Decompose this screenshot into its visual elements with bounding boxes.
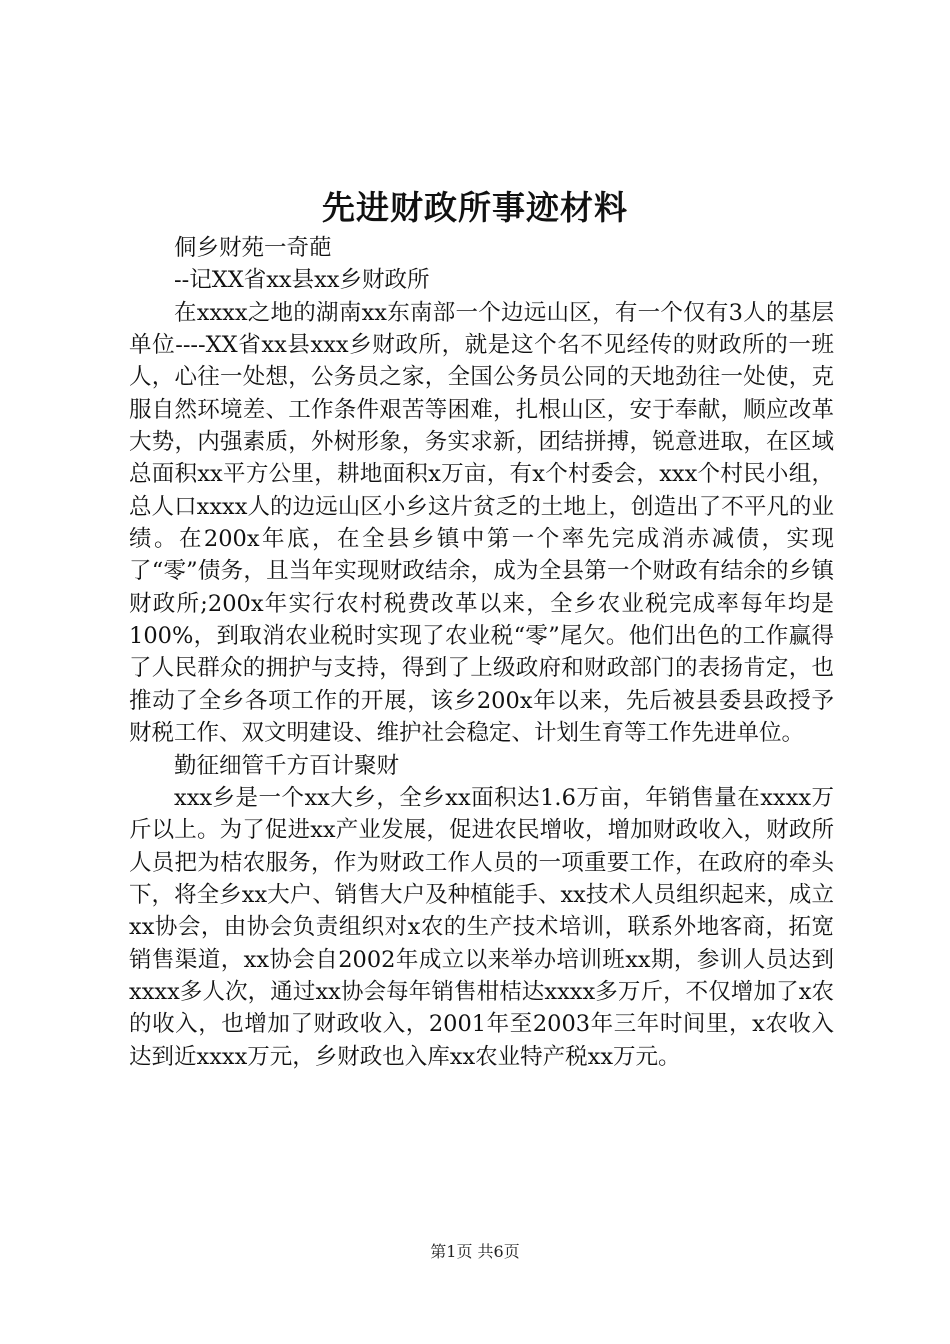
section-heading: 勤征细管千方百计聚财	[174, 752, 400, 779]
subtitle-paragraph: 侗乡财苑一奇葩	[174, 235, 332, 261]
body-paragraph: xxx乡是一个xx大乡，全乡xx面积达1.6万亩，年销售量在xxxx万斤以上。为了促进xx产业发展，促进农民增收，增加财政收入，财政所人员把为桔农服务，作为财政工作人员的一项重要工作，在政府的牵头下，将全乡xx大户、销售大户及种植能手、xx技术人员组织起来，成立xx协会，由协会负责组织对x农的生产技术培训，联系外地客商，拓宽销售渠道，xx协会自2002年成立以来举办培训班xx期，参训人员达到xxxx多人次，通过xx协会每年销售柑桔达xxxx多万斤，不仅增加了x农的收入，也增加了财政收入，2001年至2003年三年时间里，x农收入达到近xxxx万元，乡财政也入库xx农业特产税xx万元。	[129, 784, 834, 1070]
body-paragraph: 在xxxx之地的湖南xx东南部一个边远山区，有一个仅有3人的基层单位----XX省xx县xxx乡财政所，就是这个名不见经传的财政所的一班人，心往一处想，公务员之家，全国公务员公同的天地劲往一处使，克服自然环境差、工作条件艰苦等困难，扎根山区，安于奉献，顺应改革大势，内强素质，外树形象，务实求新，团结拼搏，锐意进取，在区域总面积xx平方公里，耕地面积x万亩，有x个村委会，xxx个村民小组，总人口xxxx人的边远山区小乡这片贫乏的土地上，创造出了不平凡的业绩。在200x年底，在全县乡镇中第一个率先完成消赤减债，实现了“零”债务，且当年实现财政结余，成为全县第一个财政有结余的乡镇财政所;200x年实行农村税费改革以来，全乡农业税完成率每年均是100%，到取消农业税时实现了农业税“零”尾欠。他们出色的工作赢得了人民群众的拥护与支持，得到了上级政府和财政部门的表扬肯定，也推动了全乡各项工作的开展，该乡200x年以来，先后被县委县政授予财税工作、双文明建设、维护社会稳定、计划生育等工作先进单位。	[129, 299, 834, 747]
page-footer: 第1页 共6页	[430, 1242, 520, 1261]
document-title: 先进财政所事迹材料	[322, 188, 628, 227]
document-body	[129, 232, 834, 1073]
byline-paragraph: --记XX省xx县xx乡财政所	[174, 267, 430, 294]
